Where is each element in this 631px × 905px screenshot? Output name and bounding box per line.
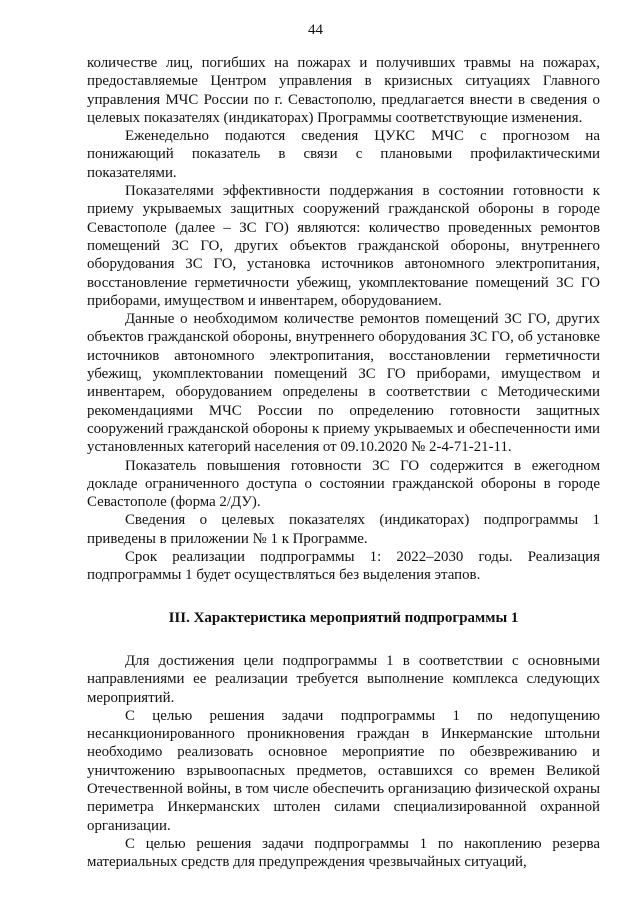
paragraph-goal-measures: Для достижения цели подпрограммы 1 в соответствии с основными направлениями ее реализации требуется выполнение комплекса следующих мероприятий. [87,652,600,706]
page-number: 44 [308,22,323,38]
section-heading: III. Характеристика мероприятий подпрограммы 1 [168,609,519,626]
paragraph-efficiency-indicators: Показателями эффективности поддержания в состоянии готовности к приему укрываемых защитных сооружений гражданской обороны в городе Севастополе (далее – ЗС ГО) являются: количество проведенных ремонтов помещений ЗС ГО, других объектов гражданской обороны, внутреннего оборудования ЗС ГО, установка источников автономного электропитания, восстановление герметичности убежищ, укомплектование помещений ЗС ГО приборами, имуществом и инвентарем, оборудованием. [87,183,600,309]
paragraph-readiness-indicator: Показатель повышения готовности ЗС ГО содержится в ежегодном докладе ограниченного доступа о состоянии гражданской обороны в городе Севастополе (форма 2/ДУ). [87,457,600,511]
paragraph-continuation: количестве лиц, погибших на пожарах и получивших травмы на пожарах, предоставляемые Центром управления в кризисных ситуациях Главного управления МЧС России по г. Севастополю, предлагается внести в сведения о целевых показателях (индикаторах) Программы соответствующие изменения. [87,55,600,126]
paragraph-inkerman-tunnels: С целью решения задачи подпрограммы 1 по недопущению несанкционированного проникновения граждан в Инкерманские штольни необходимо реализовать основное мероприятие по обезвреживанию и уничтожению взрывоопасных предметов, оставшихся со времен Великой Отечественной войны, в том числе обеспечить организацию физической охраны периметра Инкерманских штолен силами специализированной охранной организации. [87,707,600,834]
paragraph-target-indicators: Сведения о целевых показателях (индикаторах) подпрограммы 1 приведены в приложении № 1 к Программе. [87,512,600,547]
document-body [87,54,600,871]
paragraph-weekly-info: Еженедельно подаются сведения ЦУКС МЧС с прогнозом на понижающий показатель в связи с плановыми профилактическими показателями. [87,128,600,181]
paragraph-repair-data: Данные о необходимом количестве ремонтов помещений ЗС ГО, других объектов гражданской обороны, внутреннего оборудования ЗС ГО, об установке источников автономного электропитания, восстановлении герметичности убежищ, укомплектовании помещений ЗС ГО приборами, имуществом и инвентарем, оборудованием определены в соответствии с Методическими рекомендациями МЧС России по определению готовности защитных сооружений гражданской обороны к приему укрываемых и обеспеченности ими установленных категорий населения от 09.10.2020 № 2-4-71-21-11. [87,311,600,456]
paragraph-reserve-accumulation: С целью решения задачи подпрограммы 1 по накоплению резерва материальных средств для предупреждения чрезвычайных ситуаций, [87,835,600,871]
paragraph-implementation-period: Срок реализации подпрограммы 1: 2022–2030 годы. Реализация подпрограммы 1 будет осуществляться без выделения этапов. [87,549,600,584]
